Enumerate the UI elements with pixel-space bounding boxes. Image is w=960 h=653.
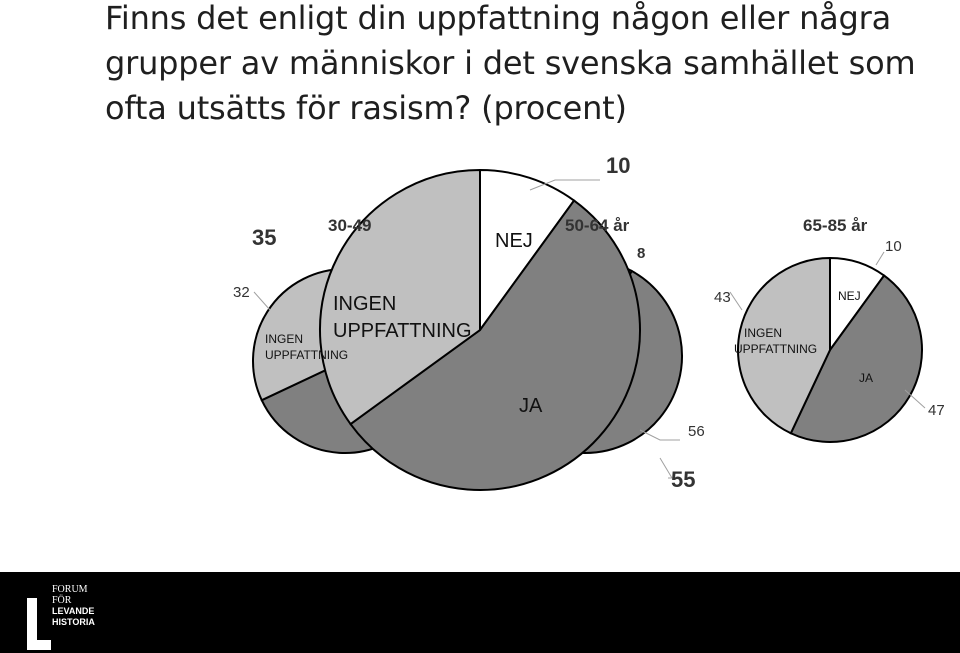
- mid-value-nej: 8: [637, 245, 646, 262]
- logo-line-3: LEVANDE: [52, 606, 95, 616]
- logo-line-4: HISTORIA: [52, 617, 95, 627]
- main-label-ja: JA: [519, 395, 543, 417]
- pie-label-50-64: 50-64 år: [565, 216, 630, 235]
- footer-bar: [0, 572, 960, 653]
- pie-label-30-49: 30-49: [328, 216, 372, 235]
- left-value-ingen: 32: [233, 284, 250, 301]
- pie-label-65-85: 65-85 år: [803, 216, 868, 235]
- chart-title: Finns det enligt din uppfattning någon eller några grupper av människor i det svenska samhället som ofta utsätts för rasism? (procent): [105, 0, 916, 127]
- right-label-nej: NEJ: [838, 289, 861, 303]
- right-value-nej: 10: [885, 238, 902, 255]
- main-label-ingen: INGEN UPPFATTNING: [333, 293, 472, 342]
- left-label-ingen: INGEN UPPFATTNING: [265, 332, 349, 362]
- logo-icon: [27, 598, 51, 650]
- logo-line-1: FORUM: [52, 584, 88, 595]
- main-value-ja: 55: [671, 467, 696, 492]
- logo: [52, 584, 95, 628]
- right-value-ja: 47: [928, 402, 945, 419]
- right-value-ingen: 43: [714, 289, 731, 306]
- main-value-nej: 10: [606, 153, 631, 178]
- main-label-nej: NEJ: [495, 230, 533, 252]
- logo-line-2: FÖR: [52, 595, 72, 606]
- mid-value-ja: 56: [688, 423, 705, 440]
- right-label-ja: JA: [859, 371, 874, 385]
- main-value-ingen: 35: [252, 225, 277, 250]
- right-label-ingen: INGEN UPPFATTNING: [734, 326, 818, 356]
